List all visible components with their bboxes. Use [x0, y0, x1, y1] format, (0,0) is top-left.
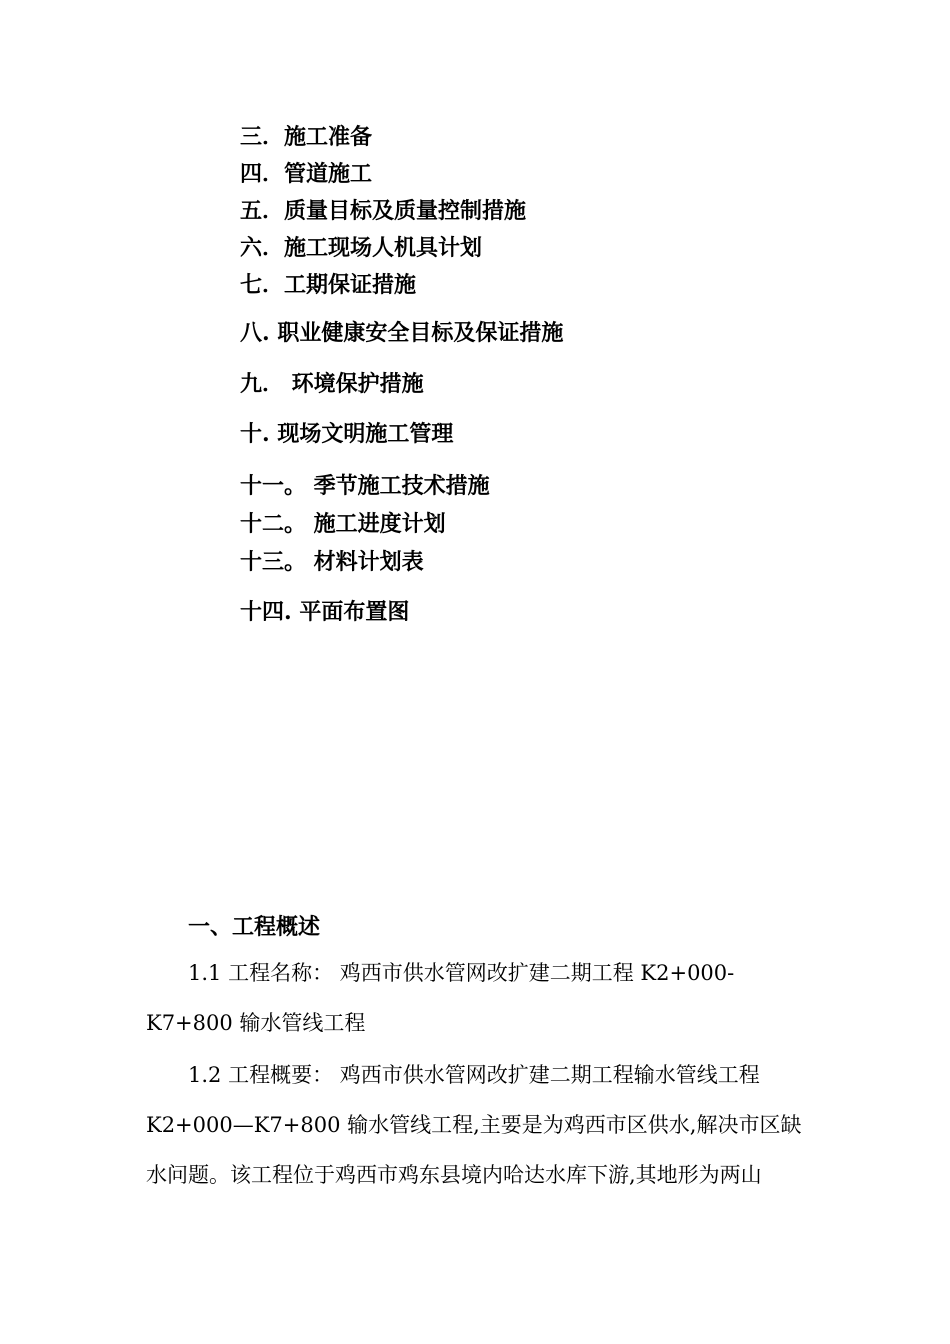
toc-item: 五．质量目标及质量控制措施: [240, 198, 527, 224]
toc-item: 十四. 平面布置图: [240, 599, 410, 625]
toc-item: 十二。 施工进度计划: [240, 511, 446, 537]
paragraph-line: K2+000—K7+800 输水管线工程,主要是为鸡西市区供水,解决市区缺: [146, 1113, 802, 1137]
paragraph-line: 1.1 工程名称： 鸡西市供水管网改扩建二期工程 K2+000-: [188, 961, 735, 985]
toc-item: 九． 环境保护措施: [240, 371, 424, 397]
toc-item: 六．施工现场人机具计划: [240, 235, 483, 261]
paragraph-project-name: [146, 948, 806, 1048]
paragraph-line: 水问题。该工程位于鸡西市鸡东县境内哈达水库下游,其地形为两山: [146, 1163, 762, 1187]
paragraph-line: K7+800 输水管线工程: [146, 1011, 366, 1035]
toc-item: 八. 职业健康安全目标及保证措施: [240, 320, 564, 346]
toc-item: 四．管道施工: [240, 161, 373, 187]
toc-item: 十一。 季节施工技术措施: [240, 473, 490, 499]
toc-item: 十. 现场文明施工管理: [240, 421, 454, 447]
paragraph-project-summary: [146, 1050, 806, 1200]
toc-item: 三．施工准备: [240, 124, 373, 150]
toc-item: 十三。 材料计划表: [240, 549, 424, 575]
toc-item: 七．工期保证措施: [240, 272, 417, 298]
paragraph-line: 1.2 工程概要： 鸡西市供水管网改扩建二期工程输水管线工程: [188, 1063, 760, 1087]
section-heading: 一、工程概述: [188, 914, 321, 940]
